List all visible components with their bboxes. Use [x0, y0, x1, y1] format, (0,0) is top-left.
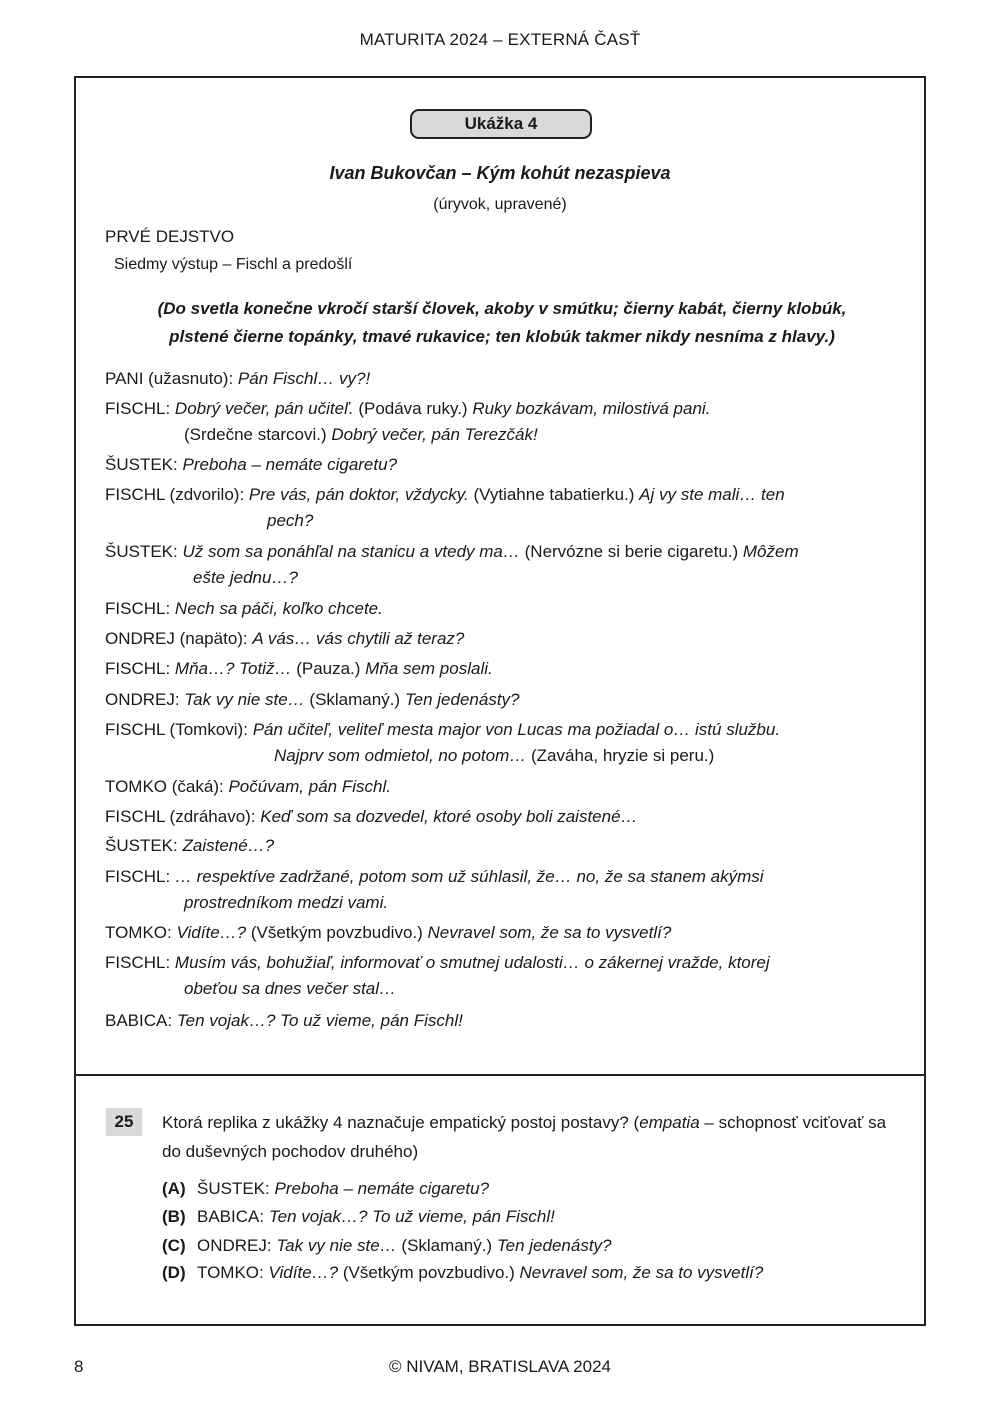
dialogue-line [105, 804, 895, 830]
speaker: FISCHL: [105, 953, 171, 972]
speech: Mňa…? Totiž… [174, 659, 292, 678]
dialogue-line [105, 1008, 895, 1034]
scene-heading: Siedmy výstup – Fischl a predošlí [114, 256, 353, 273]
speaker: ONDREJ: [105, 690, 180, 709]
stage-note: (Sklamaný.) [309, 690, 401, 709]
footer-copyright: © NIVAM, BRATISLAVA 2024 [389, 1357, 611, 1376]
dialogue-line [105, 717, 895, 769]
speech: Zaistené…? [182, 836, 275, 855]
speaker: ŠUSTEK: [105, 455, 178, 474]
dialogue-line [105, 596, 895, 622]
stage-note: (Zaváha, hryzie si peru.) [531, 746, 715, 765]
option-letter: (B) [162, 1207, 186, 1226]
option-letter: (A) [162, 1179, 186, 1198]
speech: Musím vás, bohužiaľ, informovať o smutnej udalosti… o zákernej vražde, ktorej [174, 953, 770, 972]
speaker: FISCHL (zdráhavo): [105, 807, 256, 826]
speech: Nech sa páči, koľko chcete. [174, 599, 383, 618]
answer-option-c[interactable] [162, 1233, 612, 1259]
speaker: FISCHL: [105, 659, 171, 678]
dialogue-line [105, 626, 895, 652]
page-header: MATURITA 2024 – EXTERNÁ ČASŤ [359, 30, 641, 49]
option-speaker: TOMKO: [197, 1263, 264, 1282]
section-divider [76, 1074, 924, 1076]
dialogue-line [105, 920, 895, 946]
speaker: ŠUSTEK: [105, 836, 178, 855]
page-number: 8 [74, 1357, 84, 1376]
speech: pech? [267, 511, 314, 530]
dialogue-line [105, 452, 895, 478]
speech: prostredníkom medzi vami. [184, 893, 389, 912]
stage-direction-line: plstené čierne topánky, tmavé rukavice; ten klobúk takmer nikdy nesníma z hlavy.) [169, 327, 835, 346]
speech: Pán učiteľ, veliteľ mesta major von Lucas ma požiadal o… istú službu. [252, 720, 781, 739]
dialogue-line [105, 950, 895, 1002]
speaker: PANI (užasnuto): [105, 369, 234, 388]
option-stage-note: (Všetkým povzbudivo.) [342, 1263, 515, 1282]
answer-option-a[interactable] [162, 1176, 489, 1202]
speaker: FISCHL (zdvorilo): [105, 485, 245, 504]
speech: ešte jednu…? [193, 568, 298, 587]
speech: Ten jedenásty? [404, 690, 520, 709]
option-speech: Vidíte…? [268, 1263, 339, 1282]
speech: Už som sa ponáhľal na stanicu a vtedy ma… [182, 542, 520, 561]
speaker: ŠUSTEK: [105, 542, 178, 561]
speaker: FISCHL: [105, 399, 171, 418]
option-letter: (D) [162, 1263, 186, 1282]
dialogue-line [105, 687, 895, 713]
option-speech: Ten jedenásty? [496, 1236, 612, 1255]
speaker: ONDREJ (napäto): [105, 629, 248, 648]
excerpt-badge: Ukážka 4 [410, 109, 592, 139]
option-letter: (C) [162, 1236, 186, 1255]
content-frame [74, 76, 926, 1326]
speech: Mňa sem poslali. [365, 659, 493, 678]
dialogue-line [105, 539, 895, 591]
act-heading: PRVÉ DEJSTVO [105, 227, 235, 246]
excerpt-subtitle: (úryvok, upravené) [433, 196, 567, 213]
stage-note: (Nervózne si berie cigaretu.) [524, 542, 739, 561]
speech: Počúvam, pán Fischl. [228, 777, 391, 796]
speech: Aj vy ste mali… ten [639, 485, 785, 504]
speaker: FISCHL: [105, 599, 171, 618]
stage-note: (Srdečne starcovi.) [184, 425, 327, 444]
question-number: 25 [106, 1108, 142, 1136]
question-text [162, 1108, 902, 1166]
stage-direction-line: (Do svetla konečne vkročí starší človek, akoby v smútku; čierny kabát, čierny klobúk, [157, 299, 847, 318]
stage-note: (Podáva ruky.) [358, 399, 468, 418]
speech: Dobrý večer, pán učiteľ. [174, 399, 354, 418]
stage-direction [104, 295, 900, 351]
speaker: FISCHL (Tomkovi): [105, 720, 248, 739]
dialogue-line [105, 482, 895, 534]
speech: Pán Fischl… vy?! [237, 369, 371, 388]
speech: Môžem [742, 542, 799, 561]
stage-note: (Pauza.) [296, 659, 361, 678]
speech: Vidíte…? [176, 923, 247, 942]
option-speech: Nevravel som, že sa to vysvetlí? [519, 1263, 764, 1282]
dialogue-line [105, 864, 895, 916]
speech: obeťou sa dnes večer stal… [184, 979, 397, 998]
answer-option-d[interactable] [162, 1260, 763, 1286]
speech: … respektíve zadržané, potom som už súhlasil, že… no, že sa stanem akýmsi [174, 867, 764, 886]
speaker: BABICA: [105, 1011, 173, 1030]
speaker: TOMKO (čaká): [105, 777, 224, 796]
speaker: TOMKO: [105, 923, 172, 942]
speaker: FISCHL: [105, 867, 171, 886]
option-speaker: ONDREJ: [197, 1236, 272, 1255]
speech: Pre vás, pán doktor, vždycky. [248, 485, 469, 504]
speech: Dobrý večer, pán Terezčák! [331, 425, 538, 444]
option-speech: Preboha – nemáte cigaretu? [274, 1179, 490, 1198]
question-term: empatia [639, 1113, 700, 1132]
speech: Ruky bozkávam, milostivá pani. [472, 399, 711, 418]
answer-option-b[interactable] [162, 1204, 555, 1230]
excerpt-section [76, 78, 924, 1076]
dialogue-line [105, 656, 895, 682]
excerpt-title: Ivan Bukovčan – Kým kohút nezaspieva [329, 163, 671, 183]
option-speaker: BABICA: [197, 1207, 265, 1226]
option-speech: Tak vy nie ste… [276, 1236, 397, 1255]
speech: Keď som sa dozvedel, ktoré osoby boli zaistené… [260, 807, 638, 826]
option-stage-note: (Sklamaný.) [401, 1236, 493, 1255]
dialogue-line [105, 366, 895, 392]
stage-note: (Všetkým povzbudivo.) [250, 923, 423, 942]
stage-note: (Vytiahne tabatierku.) [473, 485, 635, 504]
speech: Preboha – nemáte cigaretu? [182, 455, 398, 474]
dialogue-line [105, 774, 895, 800]
question-text-part: – schopnosť vciťovať sa do duševných pochodov druhého) [162, 1113, 887, 1161]
speech: Najprv som odmietol, no potom… [274, 746, 527, 765]
dialogue-line [105, 396, 895, 448]
option-speech: Ten vojak…? To už vieme, pán Fischl! [268, 1207, 555, 1226]
speech: A vás… vás chytili až teraz? [252, 629, 465, 648]
speech: Nevravel som, že sa to vysvetlí? [427, 923, 672, 942]
question-text-part: Ktorá replika z ukážky 4 naznačuje empatický postoj postavy? ( [162, 1113, 640, 1132]
dialogue-line [105, 833, 895, 859]
option-speaker: ŠUSTEK: [197, 1179, 270, 1198]
speech: Ten vojak…? To už vieme, pán Fischl! [176, 1011, 463, 1030]
speech: Tak vy nie ste… [184, 690, 305, 709]
